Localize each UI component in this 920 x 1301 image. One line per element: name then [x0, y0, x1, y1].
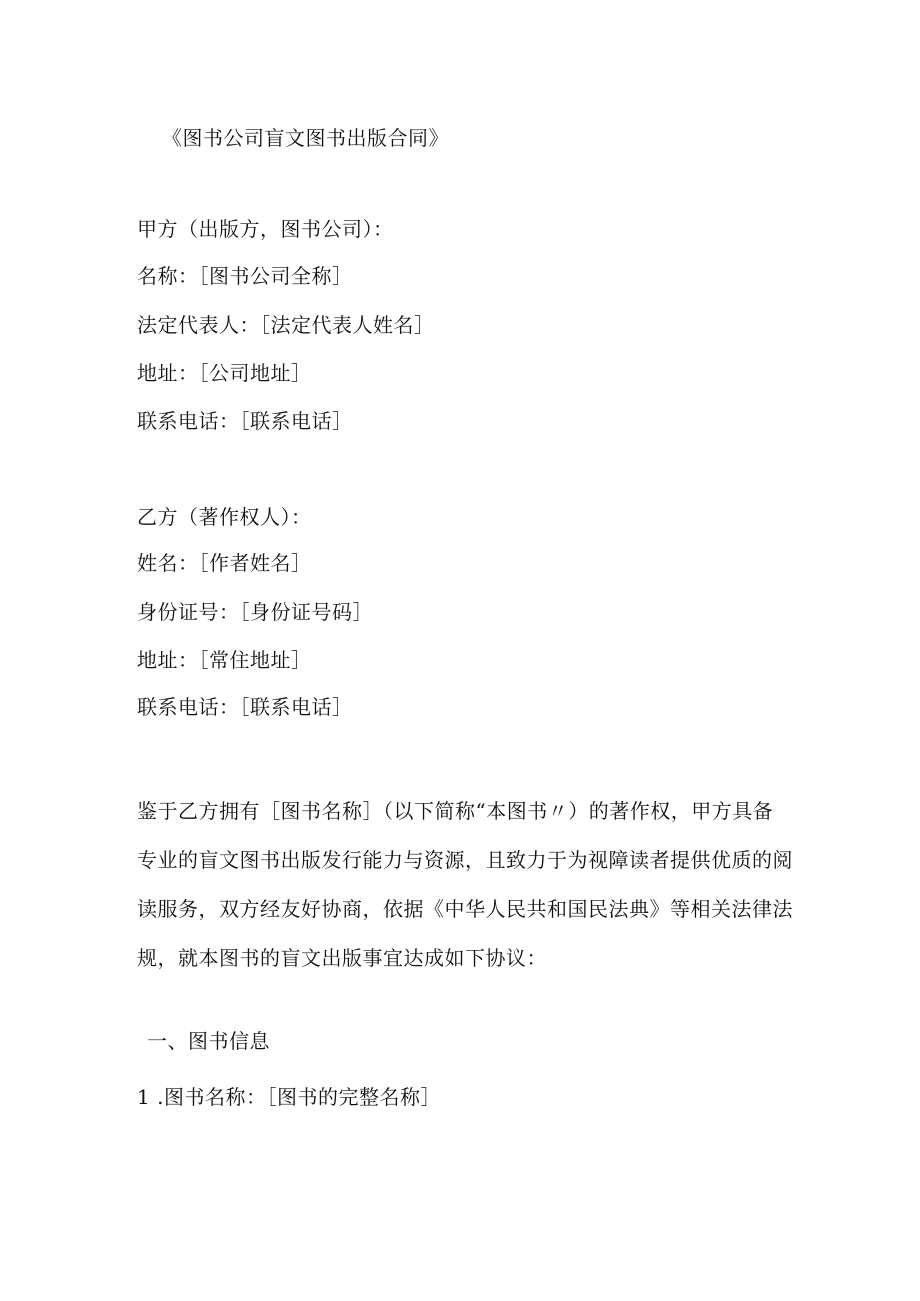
- party-a-name: 名称：［图书公司全称］: [137, 264, 353, 288]
- party-a-heading: 甲方（出版方，图书公司）：: [137, 217, 394, 241]
- intro-line: 读服务，双方经友好协商，依据《中华人民共和国民法典》等相关法律法: [137, 897, 793, 921]
- intro-line: 规，就本图书的盲文出版事宜达成如下协议：: [137, 946, 547, 970]
- party-a-phone: 联系电话：［联系电话］: [137, 409, 353, 433]
- intro-line: 专业的盲文图书出版发行能力与资源，且致力于为视障读者提供优质的阅: [137, 848, 793, 872]
- party-b-id-number: 身份证号：［身份证号码］: [137, 600, 373, 624]
- section-1-heading: 一、图书信息: [147, 1029, 270, 1053]
- party-b-phone: 联系电话：［联系电话］: [137, 695, 353, 719]
- party-b-address: 地址：［常住地址］: [137, 648, 312, 672]
- section-1-item-1: 1 .图书名称：［图书的完整名称］: [137, 1085, 441, 1109]
- document-title: 《图书公司盲文图书出版合同》: [162, 126, 449, 150]
- intro-paragraph: [137, 787, 797, 983]
- party-b-heading: 乙方（著作权人）：: [137, 505, 312, 529]
- intro-line: 鉴于乙方拥有［图书名称］（以下简称“本图书〃）的著作权，甲方具备: [137, 799, 774, 823]
- party-a-address: 地址：［公司地址］: [137, 361, 312, 385]
- party-a-representative: 法定代表人：［法定代表人姓名］: [137, 313, 435, 337]
- party-b-name: 姓名：［作者姓名］: [137, 551, 312, 575]
